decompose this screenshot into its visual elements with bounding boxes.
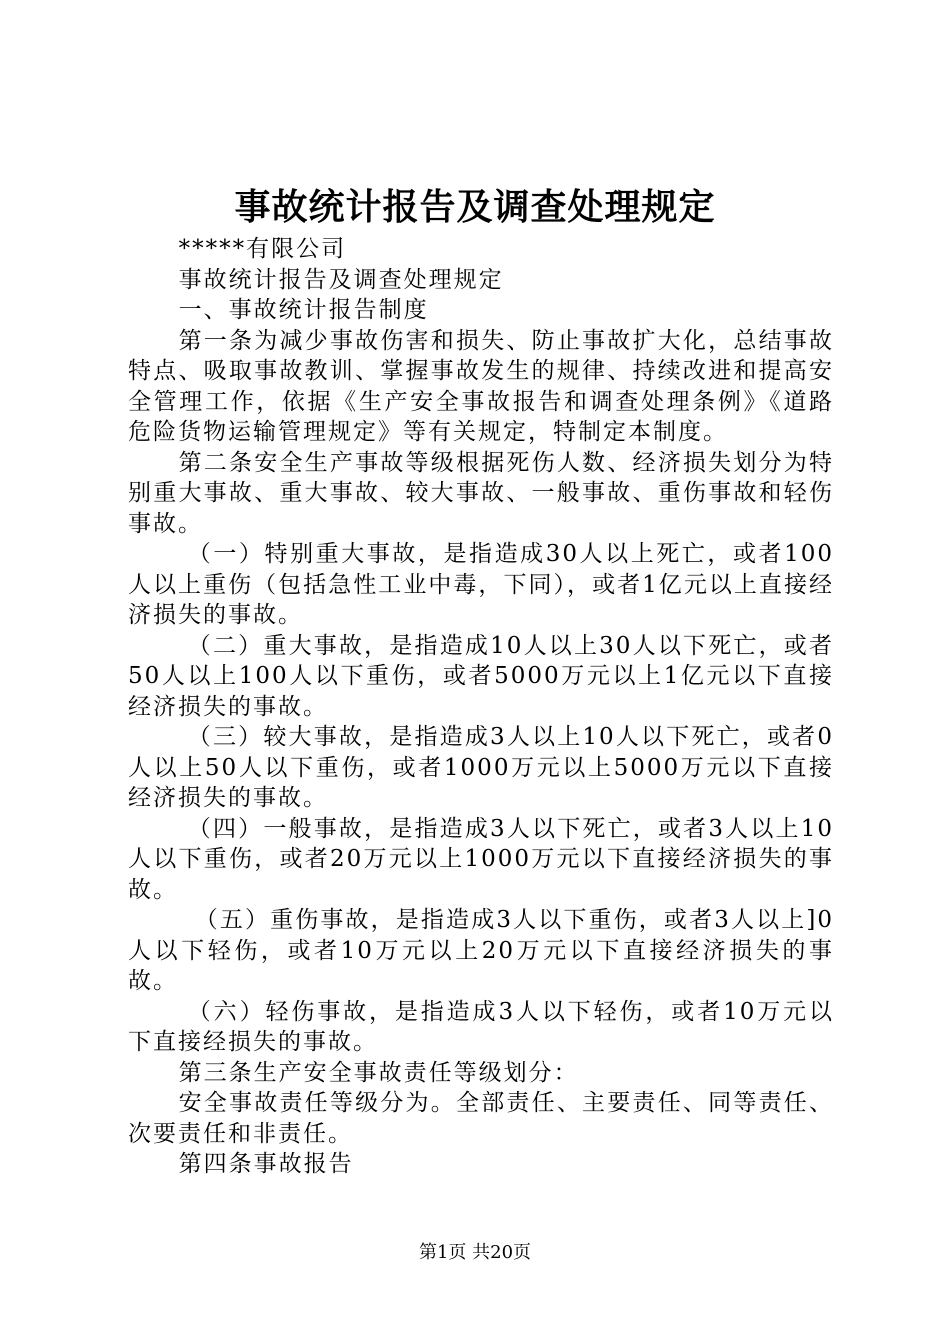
clause-3: （三）较大事故，是指造成3人以上10人以下死亡，或者0人以上50人以下重伤，或者1000万元以上5000万元以下直接经济损失的事故。: [128, 724, 834, 811]
article-4: 第四条事故报告: [178, 1151, 354, 1177]
company-name: *****有限公司: [178, 236, 347, 262]
page-footer: 第1页 共20页: [418, 1242, 532, 1263]
article-1: 第一条为减少事故伤害和损失、防止事故扩大化，总结事故特点、吸取事故教训、掌握事故发生的规律、持续改进和提高安全管理工作，依据《生产安全事故报告和调查处理条例》《道路危险货物运输管理规定》等有关规定，特制定本制度。: [128, 327, 834, 445]
clause-6: （六）轻伤事故，是指造成3人以下轻伤，或者10万元以下直接经损失的事故。: [128, 998, 834, 1055]
article-3: 第三条生产安全事故责任等级划分：: [178, 1059, 579, 1086]
clause-2: （二）重大事故，是指造成10人以上30人以下死亡，或者50人以上100人以下重伤，或者5000万元以上1亿元以下直接经济损失的事故。: [128, 632, 834, 720]
article-2: 第二条安全生产事故等级根据死伤人数、经济损失划分为特别重大事故、重大事故、较大事故、一般事故、重伤事故和轻伤事故。: [128, 449, 834, 537]
document-body: [128, 234, 834, 1180]
clause-1: （一）特别重大事故，是指造成30人以上死亡，或者100人以上重伤（包括急性工业中毒，下同），或者1亿元以上直接经济损失的事故。: [128, 541, 834, 628]
clause-5: （五）重伤事故，是指造成3人以下重伤，或者3人以上]0人以下轻伤，或者10万元以上20万元以下直接经济损失的事故。: [128, 907, 834, 994]
document-title: 事故统计报告及调查处理规定: [234, 186, 716, 228]
clause-4: （四）一般事故，是指造成3人以下死亡，或者3人以上10人以下重伤，或者20万元以上1000万元以下直接经济损失的事故。: [128, 815, 834, 903]
document-subtitle: 事故统计报告及调查处理规定: [178, 266, 504, 293]
section-heading: 一、事故统计报告制度: [178, 297, 429, 323]
article-3-body: 安全事故责任等级分为。全部责任、主要责任、同等责任、次要责任和非责任。: [128, 1090, 834, 1147]
